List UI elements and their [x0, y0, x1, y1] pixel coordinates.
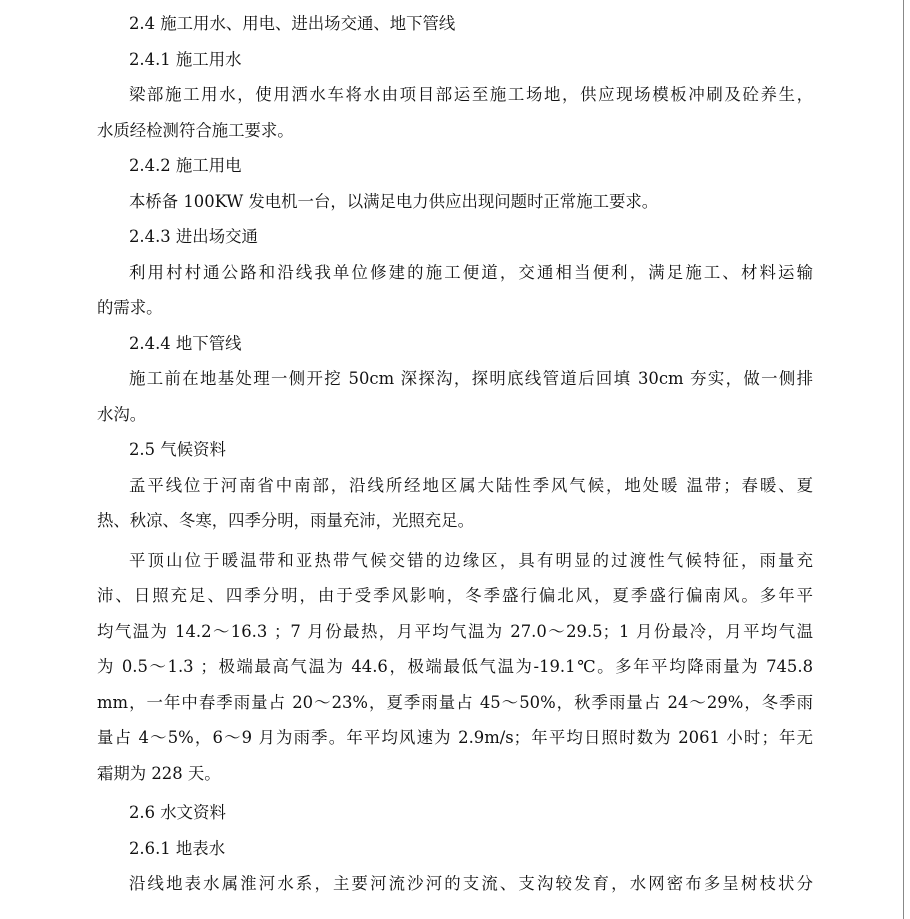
paragraph-line: 的需求。: [97, 298, 163, 317]
paragraph-line: 孟平线位于河南省中南部，沿线所经地区属大陆性季风气候，地处暖 温带；春暖、夏: [129, 475, 813, 495]
paragraph-line: 霜期为 228 天。: [97, 763, 221, 783]
paragraph-line: 均气温为 14.2～16.3 ；7 月份最热，月平均气温为 27.0～29.5；1 月份最冷，月平均气温: [97, 621, 813, 641]
subsection-heading-2-4-3: 2.4.3 进出场交通: [129, 227, 258, 246]
section-heading-2-6: 2.6 水文资料: [129, 803, 226, 822]
section-heading-2-5: 2.5 气候资料: [129, 440, 226, 459]
paragraph-line: 沛、日照充足、四季分明，由于受季风影响，冬季盛行偏北风，夏季盛行偏南风。多年平: [97, 586, 813, 605]
paragraph-line: 施工前在地基处理一侧开挖 50cm 深探沟，探明底线管道后回填 30cm 夯实，做一侧排: [129, 369, 813, 388]
subsection-heading-2-4-4: 2.4.4 地下管线: [129, 333, 242, 353]
paragraph-line: 热、秋凉、冬寒，四季分明，雨量充沛，光照充足。: [97, 511, 474, 530]
section-heading-2-4: 2.4 施工用水、用电、进出场交通、地下管线: [129, 14, 456, 33]
paragraph-line: 为 0.5～1.3 ；极端最高气温为 44.6，极端最低气温为-19.1℃。多年平均降雨量为 745.8: [97, 657, 813, 676]
paragraph-line: 平顶山位于暖温带和亚热带气候交错的边缘区，具有明显的过渡性气候特征，雨量充: [129, 550, 813, 570]
paragraph-line: 本桥备 100KW 发电机一台，以满足电力供应出现问题时正常施工要求。: [129, 191, 659, 211]
subsection-heading-2-4-2: 2.4.2 施工用电: [129, 156, 242, 175]
paragraph-line: 利用村村通公路和沿线我单位修建的施工便道，交通相当便利，满足施工、材料运输: [129, 262, 813, 282]
paragraph-line: 水沟。: [97, 404, 147, 424]
document-body: [97, 6, 813, 902]
subsection-heading-2-6-1: 2.6.1 地表水: [129, 838, 226, 858]
paragraph-line: 水质经检测符合施工要求。: [97, 120, 294, 140]
paragraph-line: 沿线地表水属淮河水系，主要河流沙河的支流、支沟较发育，水网密布多呈树枝状分: [129, 874, 813, 893]
paragraph-line: 梁部施工用水，使用洒水车将水由项目部运至施工场地，供应现场模板冲刷及砼养生，: [129, 85, 813, 104]
paragraph-line: mm，一年中春季雨量占 20～23%，夏季雨量占 45～50%，秋季雨量占 24～29%，冬季雨: [97, 692, 813, 712]
subsection-heading-2-4-1: 2.4.1 施工用水: [129, 49, 242, 69]
paragraph-line: 量占 4～5%，6～9 月为雨季。年平均风速为 2.9m/s；年平均日照时数为 2061 小时；年无: [97, 728, 813, 747]
